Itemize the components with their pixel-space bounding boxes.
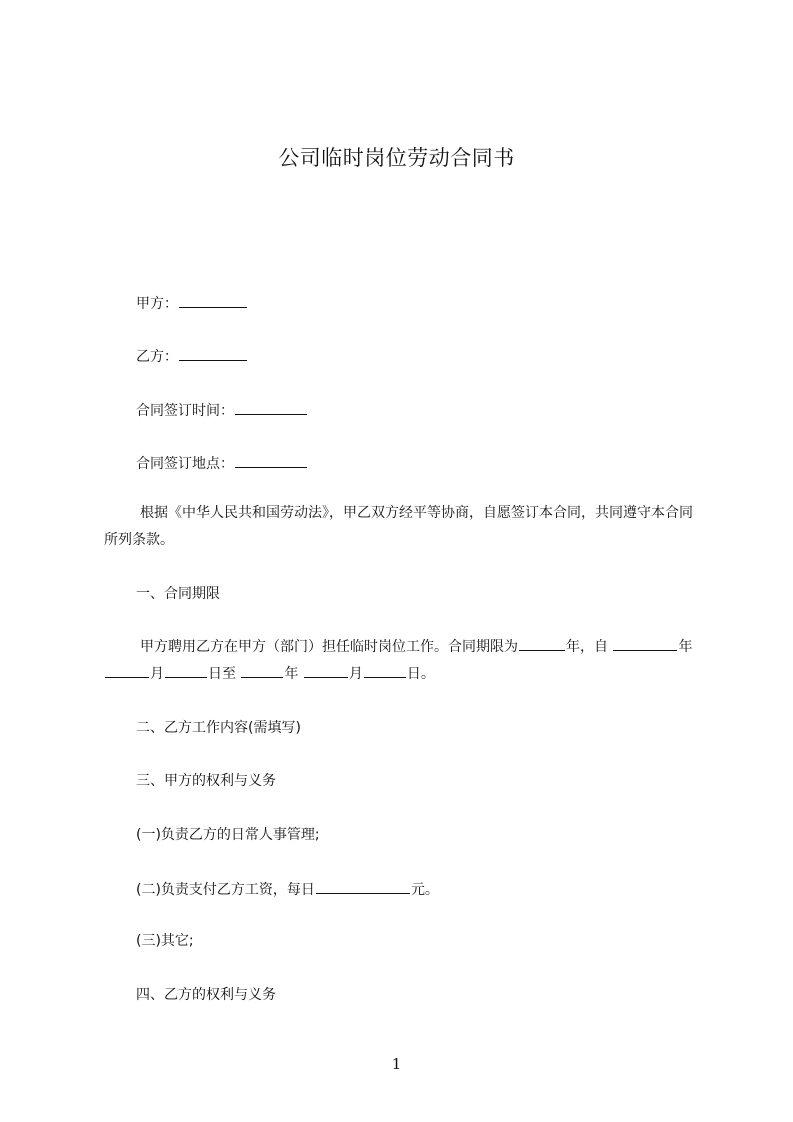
- end-month-label: 月: [348, 666, 363, 682]
- party-b-label: 乙方：: [136, 349, 178, 365]
- sign-time-label: 合同签订时间：: [136, 403, 234, 419]
- item-3: (三)其它;: [136, 933, 194, 949]
- section2-heading: 二、乙方工作内容(需填写): [136, 720, 301, 736]
- end-day-label: 日。: [406, 666, 435, 682]
- section3-heading: 三、甲方的权利与义务: [136, 773, 276, 789]
- term-paragraph: [104, 634, 694, 688]
- sign-time-blank: [235, 399, 307, 415]
- sign-place-blank: [235, 452, 307, 468]
- term-years-blank: [519, 635, 565, 651]
- end-month-blank: [304, 662, 348, 678]
- start-day-blank: [165, 662, 207, 678]
- start-year-label: 年: [678, 639, 693, 655]
- intro-paragraph: 根据《中华人民共和国劳动法》，甲乙双方经平等协商，自愿签订本合同，共同遵守本合同所列条款。: [104, 505, 693, 548]
- page-number: 1: [391, 1055, 402, 1073]
- section4-heading: 四、乙方的权利与义务: [136, 987, 276, 1003]
- start-day-label: 日至: [208, 666, 236, 682]
- end-year-label: 年: [284, 666, 299, 682]
- start-month-blank: [105, 662, 149, 678]
- end-day-blank: [364, 662, 406, 678]
- party-b-blank: [179, 345, 247, 361]
- party-b-line: [136, 345, 248, 367]
- start-month-label: 月: [150, 666, 164, 682]
- daily-wage-blank: [316, 878, 410, 894]
- sign-place-line: [136, 452, 308, 474]
- party-a-label: 甲方：: [136, 296, 178, 312]
- document-title: 公司临时岗位劳动合同书: [278, 146, 515, 170]
- term-text: 甲方聘用乙方在甲方（部门）担任临时岗位工作。合同期限为: [140, 639, 518, 655]
- item-1: (一)负责乙方的日常人事管理;: [136, 827, 320, 843]
- section1-heading: 一、合同期限: [136, 586, 220, 602]
- term-year-label: 年，自: [566, 639, 608, 655]
- sign-place-label: 合同签订地点：: [136, 456, 234, 472]
- party-a-blank: [179, 292, 247, 308]
- item-2: [136, 878, 439, 900]
- sign-time-line: [136, 399, 308, 421]
- party-a-line: [136, 292, 248, 314]
- end-year-blank: [241, 662, 283, 678]
- item-2-prefix: (二)负责支付乙方工资，每日: [136, 882, 315, 898]
- start-year-blank: [613, 635, 677, 651]
- item-2-suffix: 元。: [410, 882, 439, 898]
